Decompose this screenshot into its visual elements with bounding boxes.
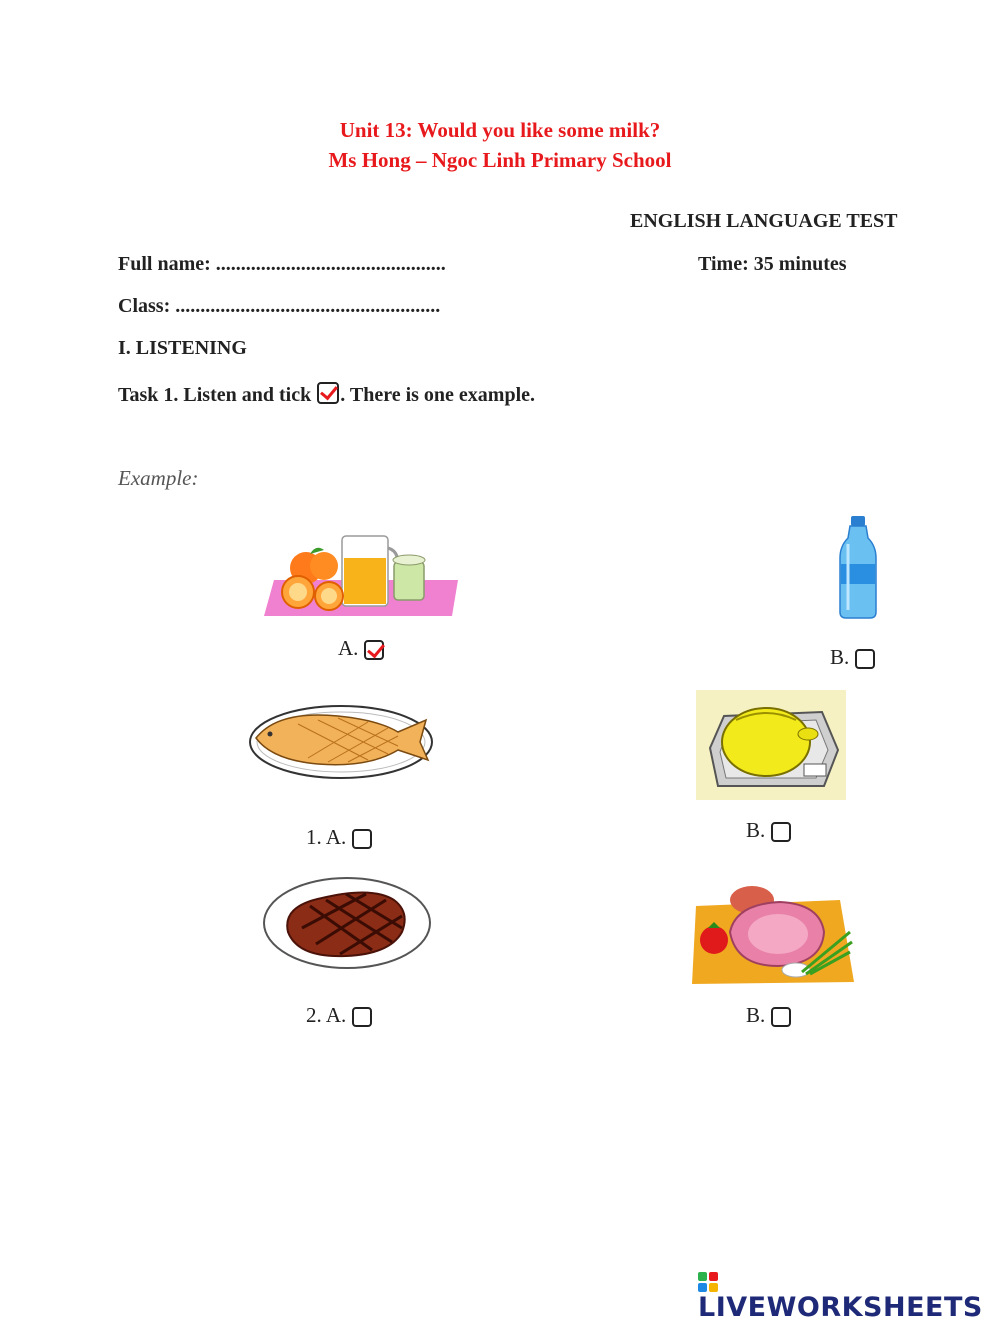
logo-text: LIVEWORKSHEETS	[698, 1292, 983, 1323]
q1-a-checkbox[interactable]	[352, 829, 372, 849]
example-label: Example:	[118, 466, 199, 490]
task-text-before: Task 1. Listen and tick	[118, 384, 317, 406]
chicken-icon	[696, 690, 846, 800]
test-title: ENGLISH LANGUAGE TEST	[630, 210, 898, 232]
option-label: A.	[338, 636, 359, 660]
example-option-b	[830, 645, 875, 670]
q1-b-checkbox[interactable]	[771, 822, 791, 842]
liveworksheets-logo[interactable]	[698, 1254, 1000, 1323]
water-bottle-icon	[838, 514, 878, 620]
logo-badge-icon	[698, 1272, 718, 1292]
q1-option-b	[746, 818, 791, 843]
example-option-a	[338, 636, 384, 661]
task-text-after: . There is one example.	[340, 384, 536, 406]
example-b-checkbox[interactable]	[855, 649, 875, 669]
time-label: Time: 35 minutes	[698, 253, 847, 275]
teacher-school: Ms Hong – Ngoc Linh Primary School	[328, 148, 672, 172]
q2-b-checkbox[interactable]	[771, 1007, 791, 1027]
option-label: B.	[746, 1003, 766, 1027]
option-label: B.	[746, 818, 766, 842]
class-field[interactable]: Class: .....................................................	[118, 295, 441, 317]
pork-icon	[690, 882, 856, 986]
beef-icon	[262, 876, 432, 970]
q2-a-checkbox[interactable]	[352, 1007, 372, 1027]
tick-icon	[317, 382, 339, 404]
option-label: B.	[830, 645, 850, 669]
q2-option-a	[306, 1003, 372, 1028]
option-label: 1. A.	[306, 825, 347, 849]
task-instruction	[118, 382, 535, 407]
q1-option-a	[306, 825, 372, 850]
example-a-checkbox[interactable]	[364, 640, 384, 660]
unit-title: Unit 13: Would you like some milk?	[339, 118, 661, 142]
full-name-field[interactable]: Full name: ..............................................	[118, 253, 446, 275]
option-label: 2. A.	[306, 1003, 347, 1027]
q2-option-b	[746, 1003, 791, 1028]
fish-icon	[248, 702, 434, 780]
orange-juice-icon	[262, 522, 460, 618]
section-title: I. LISTENING	[118, 337, 247, 359]
